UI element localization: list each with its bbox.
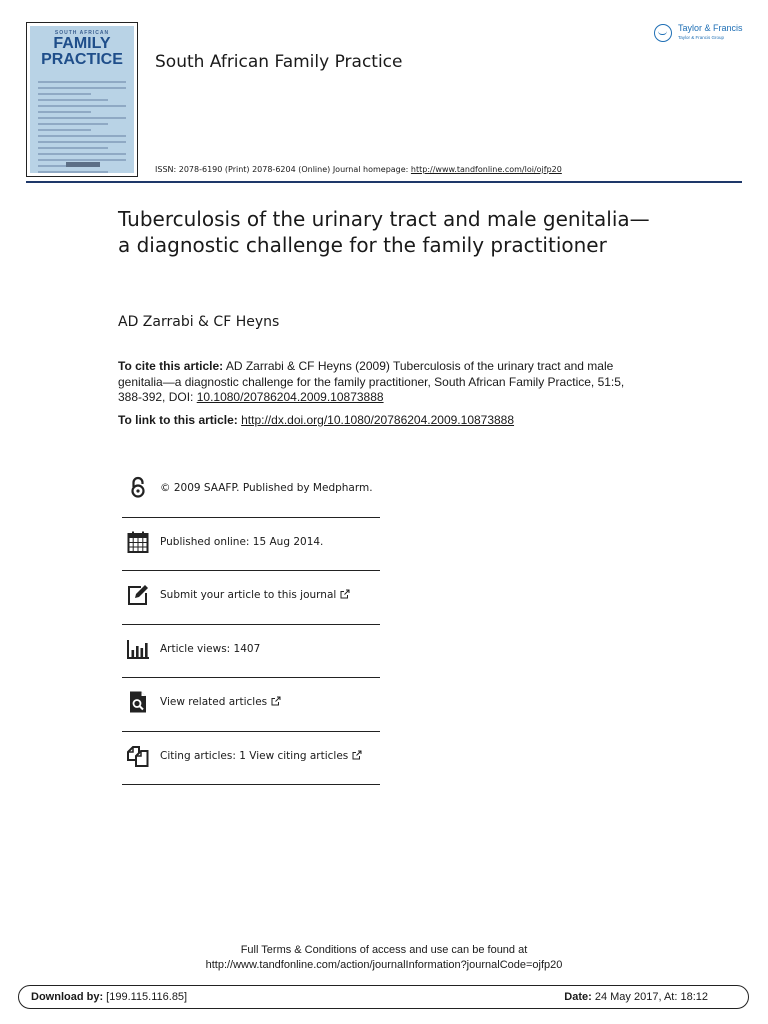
submit-article-link[interactable] (160, 589, 350, 601)
related-articles-link[interactable] (160, 696, 281, 708)
taylor-francis-logo[interactable] (654, 22, 750, 46)
article-link-line (118, 413, 514, 427)
related-articles-text: View related articles (160, 696, 268, 708)
citing-articles-link[interactable] (160, 750, 362, 762)
copyright-row (122, 464, 380, 518)
taylor-francis-logo-icon (654, 24, 672, 42)
download-label: Download by: (31, 991, 104, 1003)
copyright-text: © 2009 SAAFP. Published by Medpharm. (160, 482, 373, 494)
journal-cover-thumbnail (26, 22, 138, 177)
terms-line1: Full Terms & Conditions of access and use can be found at (240, 944, 528, 956)
published-row (122, 518, 380, 572)
cover-brand-line2: PRACTICE (41, 51, 123, 68)
article-title: Tuberculosis of the urinary tract and male genitalia—a diagnostic challenge for the family practitioner (118, 207, 650, 257)
doi-link[interactable]: 10.1080/20786204.2009.10873888 (196, 390, 384, 404)
cover-contents-lines (38, 81, 126, 173)
terms-notice (0, 943, 768, 973)
download-info-bar (18, 985, 749, 1009)
date-label: Date: (564, 991, 592, 1003)
cite-text: AD Zarrabi & CF Heyns (2009) Tuberculosis of the urinary tract and male genitalia—a diagnostic challenge for the family practitioner, South African Family Practice, 51:5, 388-392, DOI: (118, 359, 625, 404)
external-link-icon (271, 696, 281, 706)
citing-articles-row[interactable] (122, 732, 380, 786)
related-articles-search-icon (126, 690, 150, 714)
issn-line (155, 165, 562, 174)
download-date (564, 991, 708, 1003)
submit-article-row[interactable] (122, 571, 380, 625)
article-info-list (122, 464, 380, 785)
calendar-icon (126, 530, 150, 554)
related-articles-row[interactable] (122, 678, 380, 732)
journal-homepage-link[interactable]: http://www.tandfonline.com/loi/ojfp20 (410, 165, 562, 174)
published-text: Published online: 15 Aug 2014. (160, 535, 324, 548)
publisher-name: Taylor & Francis (678, 23, 743, 33)
download-by (31, 991, 187, 1003)
citation-block (118, 359, 648, 406)
journal-title[interactable]: South African Family Practice (155, 52, 403, 72)
cover-publisher-mark (66, 162, 100, 167)
views-text: Article views: 1407 (160, 642, 261, 655)
header-divider (26, 181, 742, 183)
cite-label: To cite this article: (118, 359, 224, 373)
bar-chart-icon (126, 637, 150, 661)
external-link-icon (352, 750, 362, 760)
publisher-group: Taylor & Francis Group (678, 35, 725, 40)
edit-icon (126, 583, 150, 607)
cover-masthead (30, 31, 134, 68)
submit-article-text: Submit your article to this journal (160, 589, 337, 601)
article-doi-url[interactable]: http://dx.doi.org/10.1080/20786204.2009.10873888 (241, 413, 515, 427)
terms-url[interactable]: http://www.tandfonline.com/action/journalInformation?journalCode=ojfp20 (205, 959, 563, 971)
citing-documents-icon (126, 744, 150, 768)
journal-cover-art (30, 26, 134, 173)
views-row (122, 625, 380, 679)
issn-text: ISSN: 2078-6190 (Print) 2078-6204 (Online) Journal homepage: (155, 165, 411, 174)
cover-brand-line1: FAMILY (53, 35, 111, 52)
article-authors: AD Zarrabi & CF Heyns (118, 314, 280, 330)
citing-articles-text: Citing articles: 1 View citing articles (160, 749, 349, 762)
link-label: To link to this article: (118, 413, 242, 427)
cover-brand-small: SOUTH AFRICAN (54, 30, 110, 36)
date-value: 24 May 2017, At: 18:12 (591, 991, 708, 1003)
external-link-icon (340, 589, 350, 599)
download-value: [199.115.116.85] (103, 991, 188, 1003)
open-access-icon (126, 476, 150, 500)
